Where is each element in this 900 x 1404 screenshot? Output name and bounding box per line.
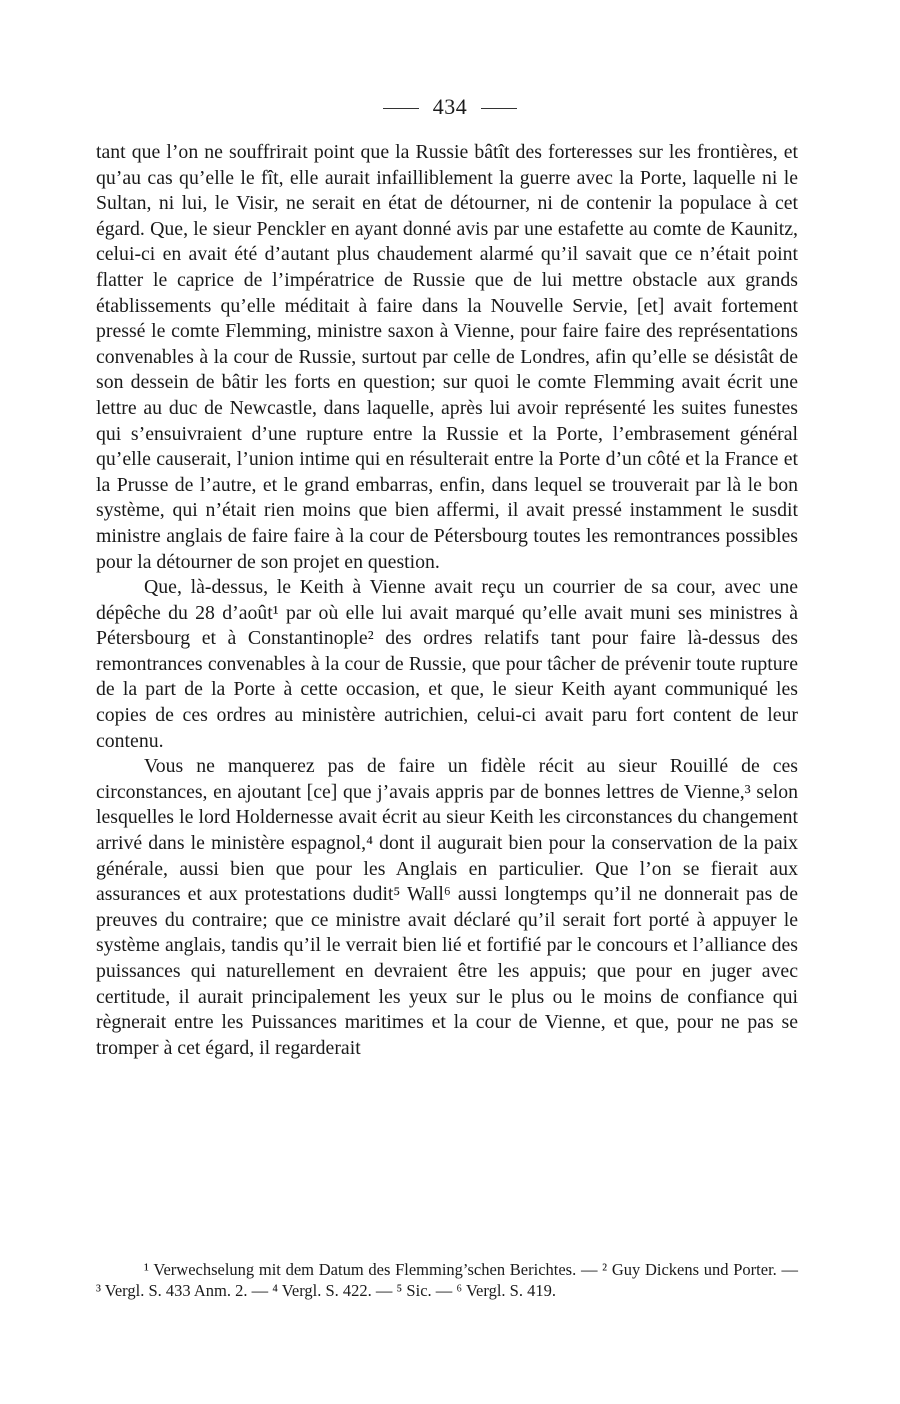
footnotes [96, 1259, 798, 1301]
paragraph-2: Que, là-dessus, le Keith à Vienne avait reçu un courrier de sa cour, avec une dépêche du 28 d’août¹ par où elle lui avait marqué qu’elle avait muni ses ministres à Pétersbourg et à Constantinople² des ordres relatifs tant pour faire là-dessus des remontrances convenables à la cour de Russie, que pour tâcher de prévenir toute rupture de la part de la Porte à cette occasion, et que, le sieur Keith ayant communiqué les copies de ces ordres au ministère autrichien, celui-ci avait paru fort content de leur contenu. [96, 576, 798, 752]
header-dash-right [481, 108, 517, 109]
main-text [96, 140, 798, 1061]
header-dash-left [383, 108, 419, 109]
paragraph-1: tant que l’on ne souffrirait point que la Russie bâtît des forteresses sur les frontières, et qu’au cas qu’elle le fît, elle aurait infailliblement la guerre avec la Porte, laquelle ni le Sultan, ni lui, le Visir, ne serait en état de détourner, ni de contenir la populace à cet égard. Que, le sieur Penckler en ayant donné avis par une estafette au comte de Kaunitz, celui-ci en avait été d’autant plus chaudement alarmé qu’il savait que ce n’était point flatter le caprice de l’impératrice de Russie que de lui mettre obstacle aux grands établissements qu’elle méditait à faire dans la Nouvelle Servie, [et] avait fortement pressé le comte Flemming, ministre saxon à Vienne, pour faire faire des représentations convenables à la cour de Russie, surtout par celle de Londres, afin qu’elle se désistât de son dessein de bâtir les forts en question; sur quoi le comte Flemming avait écrit une lettre au duc de Newcastle, dans laquelle, après lui avoir représenté les suites funestes qui s’ensuivraient d’une rupture entre la Russie et la Porte, l’embrasement général qu’elle causerait, l’union intime qui en résulterait entre la Porte d’un côté et la France et la Prusse de l’autre, et le grand embarras, enfin, dans lequel se trouverait par là le bon système, qui n’était rien moins que bien affermi, il avait pressé instamment le susdit ministre anglais de faire faire à la cour de Pétersbourg toutes les remontrances possibles pour la détourner de son projet en question. [96, 141, 798, 573]
paragraph-3: Vous ne manquerez pas de faire un fidèle récit au sieur Rouillé de ces circonstances, en ajoutant [ce] que j’avais appris par de bonnes lettres de Vienne,³ selon lesquelles le lord Holdernesse avait écrit au sieur Keith les circonstances du changement arrivé dans le ministère espagnol,⁴ dont il augurait bien pour la conservation de la paix générale, aussi bien que pour les Anglais en particulier. Que l’on se fierait aux assurances et aux protestations dudit⁵ Wall⁶ aussi longtemps qu’il ne donnerait pas de preuves du contraire; que ce ministre avait déclaré qu’il serait fort porté à appuyer le système anglais, tandis qu’il le verrait bien lié et fortifié par le concours et l’alliance des puissances qui naturellement en devraient être les appuis; que pour en juger avec certitude, il aurait principalement les yeux sur le plus ou le moins de confiance qui règnerait entre les Puissances maritimes et la cour de Vienne, et que, pour ne pas se tromper à cet égard, il regarderait [96, 755, 798, 1059]
footnote-text: ¹ Verwechselung mit dem Datum des Flemming’schen Berichtes. — ² Guy Dickens und Porter. — ³ Vergl. S. 433 Anm. 2. — ⁴ Vergl. S. 422. — ⁵ Sic. — ⁶ Vergl. S. 419. [96, 1260, 798, 1300]
page-number: 434 [432, 94, 468, 119]
page-header [0, 92, 900, 122]
